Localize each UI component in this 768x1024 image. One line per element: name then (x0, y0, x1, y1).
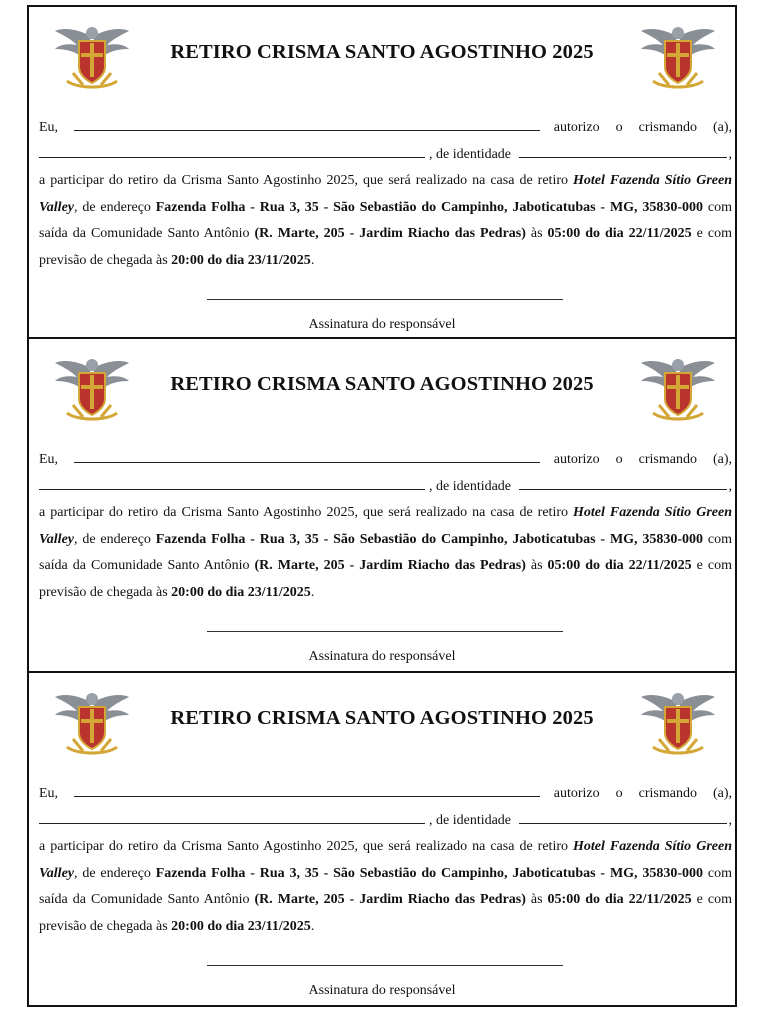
signature-label: Assinatura do responsável (308, 983, 456, 998)
retreat-details: a participar do retiro da Crisma Santo Agostinho 2025, que será realizado na casa de retiro Hotel Fazenda Sítio Green Valley, de endereço Fazenda Folha - Rua 3, 35 - São Sebastião do Campinho, Jaboticatubas - MG, 35830-000 com saída da Comunidade Santo Antônio (R. Marte, 205 - Jardim Riacho das Pedras) às 05:00 do dia 22/11/2025 e com previsão de chegada às 20:00 do dia 23/11/2025. (39, 505, 732, 600)
signature-label: Assinatura do responsável (308, 649, 456, 664)
authorization-text: Eu, autorizo o crismando (a), , de identidade , a participar do retiro da Crisma Santo Agostinho 2025, que será realizado na casa de retiro Hotel Fazenda Sítio Green Valley, de endereço Fazenda Folha - Rua 3, 35 - São Sebastião do Campinho, Jaboticatubas - MG, 35830-000 com saída da Comunidade Santo Antônio (R. Marte, 205 - Jardim Riacho das Pedras) às 05:00 do dia 22/11/2025 e com previsão de chegada às 20:00 do dia 23/11/2025. (39, 781, 732, 940)
identity-blank[interactable] (519, 144, 726, 158)
signature-line[interactable] (207, 965, 563, 966)
identity-blank[interactable] (519, 810, 726, 824)
confirmand-name-blank[interactable] (39, 810, 425, 824)
authorization-text: Eu, autorizo o crismando (a), , de identidade , a participar do retiro da Crisma Santo Agostinho 2025, que será realizado na casa de retiro Hotel Fazenda Sítio Green Valley, de endereço Fazenda Folha - Rua 3, 35 - São Sebastião do Campinho, Jaboticatubas - MG, 35830-000 com saída da Comunidade Santo Antônio (R. Marte, 205 - Jardim Riacho das Pedras) às 05:00 do dia 22/11/2025 e com previsão de chegada às 20:00 do dia 23/11/2025. (39, 447, 732, 606)
identity-blank[interactable] (519, 476, 726, 490)
slip-title: RETIRO CRISMA SANTO AGOSTINHO 2025 (170, 373, 594, 395)
name-blank[interactable] (74, 449, 540, 463)
identity-label: , de identidade (429, 478, 512, 494)
authorization-slip-3 (27, 673, 737, 1007)
authorization-slip-2 (27, 339, 737, 673)
confirmand-name-blank[interactable] (39, 144, 425, 158)
eu-label: Eu, (39, 120, 59, 135)
authorization-text: Eu, autorizo o crismando (a), , de identidade , a participar do retiro da Crisma Santo Agostinho 2025, que será realizado na casa de retiro Hotel Fazenda Sítio Green Valley, de endereço Fazenda Folha - Rua 3, 35 - São Sebastião do Campinho, Jaboticatubas - MG, 35830-000 com saída da Comunidade Santo Antônio (R. Marte, 205 - Jardim Riacho das Pedras) às 05:00 do dia 22/11/2025 e com previsão de chegada às 20:00 do dia 23/11/2025. (39, 115, 732, 274)
slip-title: RETIRO CRISMA SANTO AGOSTINHO 2025 (170, 41, 594, 63)
signature-line[interactable] (207, 631, 563, 632)
identity-label: , de identidade (429, 146, 512, 162)
eu-label: Eu, (39, 786, 59, 801)
signature-line[interactable] (207, 299, 563, 300)
retreat-details: a participar do retiro da Crisma Santo Agostinho 2025, que será realizado na casa de retiro Hotel Fazenda Sítio Green Valley, de endereço Fazenda Folha - Rua 3, 35 - São Sebastião do Campinho, Jaboticatubas - MG, 35830-000 com saída da Comunidade Santo Antônio (R. Marte, 205 - Jardim Riacho das Pedras) às 05:00 do dia 22/11/2025 e com previsão de chegada às 20:00 do dia 23/11/2025. (39, 173, 732, 268)
retreat-details: a participar do retiro da Crisma Santo Agostinho 2025, que será realizado na casa de retiro Hotel Fazenda Sítio Green Valley, de endereço Fazenda Folha - Rua 3, 35 - São Sebastião do Campinho, Jaboticatubas - MG, 35830-000 com saída da Comunidade Santo Antônio (R. Marte, 205 - Jardim Riacho das Pedras) às 05:00 do dia 22/11/2025 e com previsão de chegada às 20:00 do dia 23/11/2025. (39, 839, 732, 934)
eu-label: Eu, (39, 452, 59, 467)
slip-title: RETIRO CRISMA SANTO AGOSTINHO 2025 (170, 707, 594, 729)
authorization-slip-1 (27, 5, 737, 339)
identity-label: , de identidade (429, 812, 512, 828)
confirmand-name-blank[interactable] (39, 476, 425, 490)
signature-label: Assinatura do responsável (308, 317, 456, 332)
name-blank[interactable] (74, 117, 540, 131)
name-blank[interactable] (74, 783, 540, 797)
